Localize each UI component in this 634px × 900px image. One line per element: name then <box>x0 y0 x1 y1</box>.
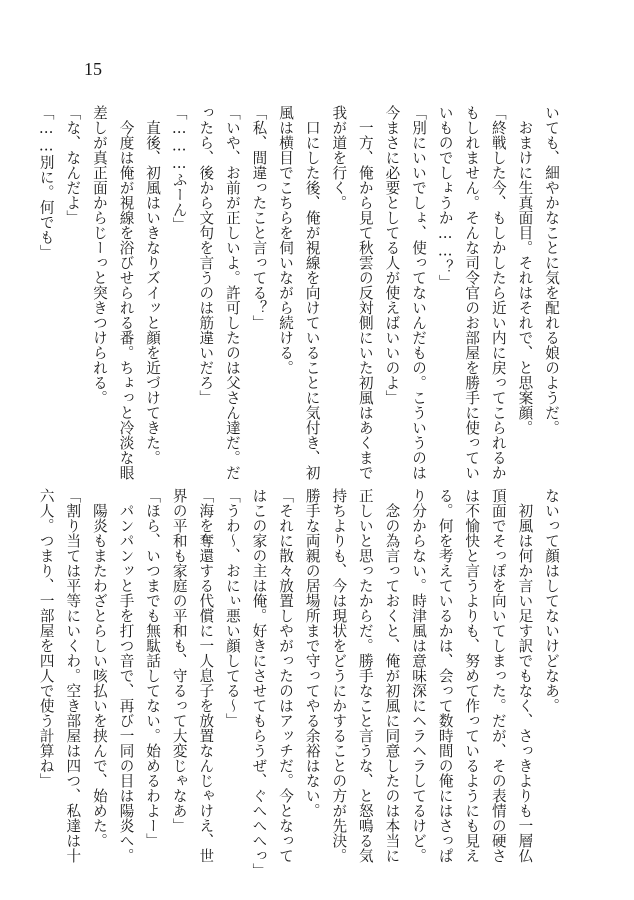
text-line: 一方、俺から見て秋雲の反対側にいた初風はあくまで <box>356 119 374 480</box>
dialogue-line: 「ほら、いつまでも無駄話してない。始めるわよー」 <box>144 488 162 848</box>
text-line: 界の平和も家庭の平和も、守るって大変じゃなあ」 <box>170 488 188 833</box>
text-line: ったら、後から文句を言うのは筋違いだろ」 <box>197 105 215 405</box>
text-line: パンパンッと手を打つ音で、再び一同の目は陽炎へ。 <box>117 502 135 863</box>
bottom-text-block <box>37 488 564 878</box>
text-line: 我が道を行く。 <box>330 105 348 210</box>
text-line: 今度は俺が視線を浴びせられる番。ちょっと冷淡な眼 <box>117 119 135 480</box>
text-line: 初風は何か言い足す訳でもなく、さっきよりも一層仏 <box>516 502 534 863</box>
top-text-block <box>37 105 564 495</box>
text-line: 今まさに必要としてる人が使えばいいのよ」 <box>383 105 401 405</box>
dialogue-line: 「割り当ては平等にいくわ。空き部屋は四つ、私達は十 <box>64 488 82 863</box>
text-line: 念の為言っておくと、俺が初風に同意したのは本当に <box>383 502 401 863</box>
text-line: る。何を考えているかは、会って数時間の俺にはさっぱ <box>436 488 454 863</box>
text-line: いても、細やかなことに気を配れる娘のようだ。 <box>543 105 560 435</box>
dialogue-line: 「それに散々放置しやがったのはアッチだ。今となって <box>277 488 295 863</box>
text-line: もしれません。そんな司令官のお部屋を勝手に使ってい <box>463 105 481 480</box>
text-line: ないって顔はしてないけどなあ。 <box>543 488 560 713</box>
dialogue-line: 「私、間違ったこと言ってる？」 <box>250 105 268 330</box>
text-line: 勝手な両親の居場所まで守ってやる余裕はない。 <box>303 488 321 818</box>
dialogue-line: 「な、なんだよ」 <box>64 105 82 225</box>
text-line: は不愉快と言うよりも、努めて作っているようにも見え <box>463 488 481 863</box>
page-number: 15 <box>84 59 102 79</box>
dialogue-line: 「海を奪還する代償に一人息子を放置なんじゃけえ、世 <box>197 488 215 863</box>
dialogue-line: 「いや、お前が正しいよ。許可したのは父さん達だ。だ <box>223 105 241 480</box>
text-line: 差しが真正面からじーっと突きつけられる。 <box>90 105 108 405</box>
text-line: り分からない。時津風は意味深にヘラヘラしてるけど。 <box>410 488 428 863</box>
dialogue-line: 「うわ〜、おにぃ悪い顔してる〜」 <box>223 488 241 728</box>
text-line: おまけに生真面目。それはそれで、と思案顔。 <box>516 119 534 435</box>
text-line: 持ちよりも、今は現状をどうにかすることの方が先決。 <box>330 488 348 863</box>
text-line: 六人。つまり、一部屋を四人で使う計算ね」 <box>37 488 55 788</box>
dialogue-line: 「終戦した今、もしかしたら近い内に戻ってこられるか <box>489 105 507 480</box>
text-line: いものでしょうか……？」 <box>436 105 454 290</box>
text-line: はこの家の主は俺。好きにさせてもらうぜ、ぐへへへっ」 <box>250 488 268 878</box>
text-line: 陽炎もまたわざとらしい咳払いを挟んで、始めた。 <box>90 502 108 848</box>
dialogue-line: 「別にいいでしょ、使ってないんだもの。こういうのは <box>410 105 428 480</box>
dialogue-line: 「………ふーん」 <box>170 105 188 233</box>
text-line: 頂面でそっぽを向いてしまった。だが、その表情の硬さ <box>489 488 507 863</box>
text-line: 口にした後、俺が視線を向けていることに気付き、初 <box>303 119 321 480</box>
text-line: 直後、初風はいきなりズイッと顔を近づけてきた。 <box>144 119 162 465</box>
text-line: 正しいと思ったからだ。勝手なこと言うな、と怒鳴る気 <box>356 488 374 863</box>
text-line: 風は横目でこちらを伺いながら続ける。 <box>277 105 295 375</box>
dialogue-line: 「……別に。何でも」 <box>37 105 55 260</box>
